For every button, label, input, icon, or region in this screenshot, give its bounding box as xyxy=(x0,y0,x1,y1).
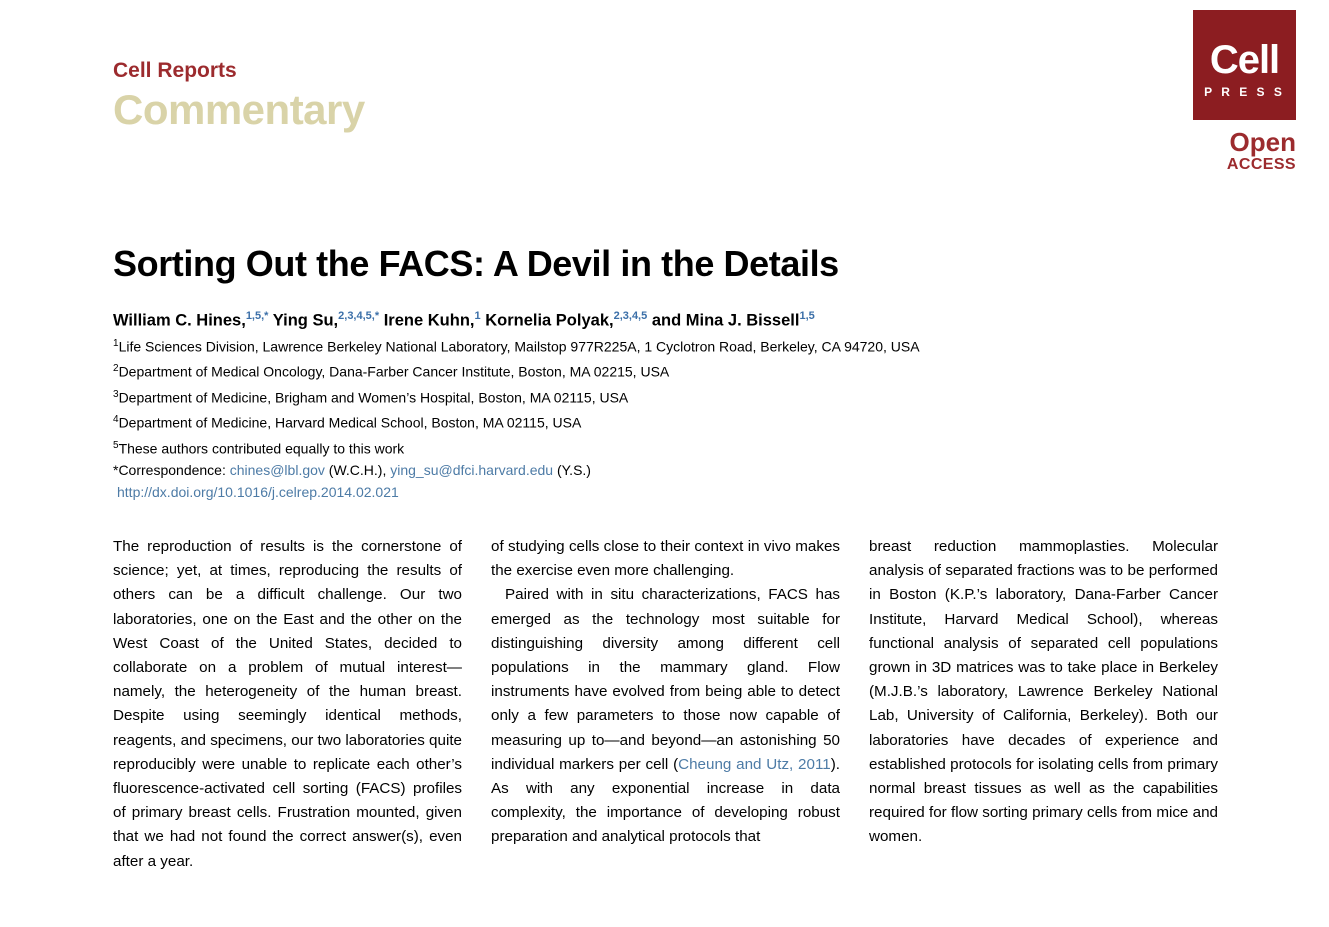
affiliation-text: Department of Medicine, Brigham and Women’s Hospital, Boston, MA 02115, USA xyxy=(118,389,629,406)
article-type: Commentary xyxy=(113,86,365,133)
affiliation xyxy=(113,384,1233,409)
correspondence-email-link[interactable]: chines@lbl.gov xyxy=(229,461,325,478)
paragraph: of studying cells close to their context in vivo makes the exercise even more challenging. xyxy=(491,538,840,580)
affiliation-marker: 3 xyxy=(113,388,119,400)
body-column-1 xyxy=(113,535,462,874)
affiliation-marker: 2 xyxy=(113,363,119,375)
author-name: Kornelia Polyak, xyxy=(485,311,614,330)
author-name: and Mina J. Bissell xyxy=(651,311,800,330)
author-name: Irene Kuhn, xyxy=(383,311,475,330)
author-name: William C. Hines, xyxy=(113,311,246,330)
author-affil-marker: 2,3,4,5,* xyxy=(338,310,380,322)
author-affil-marker: 1 xyxy=(474,310,481,322)
cell-press-logo xyxy=(1193,10,1296,120)
correspondence-email-link[interactable]: ying_su@dfci.harvard.edu xyxy=(390,461,554,478)
body-columns xyxy=(113,535,1218,874)
journal-name: Cell Reports xyxy=(113,59,237,82)
affiliation-text: Department of Medical Oncology, Dana-Farber Cancer Institute, Boston, MA 02215, USA xyxy=(118,363,670,380)
cell-press-logo-block xyxy=(1193,10,1296,174)
author-affil-marker: 2,3,4,5 xyxy=(613,310,648,322)
body-column-2 xyxy=(491,535,840,874)
masthead xyxy=(113,58,365,134)
correspondence-prefix: *Correspondence: xyxy=(113,461,230,478)
affiliation xyxy=(113,333,1233,358)
paragraph: breast reduction mammoplasties. Molecular analysis of separated fractions was to be performed in Boston (K.P.’s laboratory, Dana-Farber Cancer Institute, Harvard Medical School), whereas functional analysis of separated cell populations grown in 3D matrices was to take place in Berkeley (M.J.B.’s laboratory, Lawrence Berkeley National Lab, University of California, Berkeley). Both our laboratories have decades of experience and established protocols for isolating cells from primary normal breast tissues as well as the capabilities required for flow sorting primary cells from mice and women. xyxy=(869,538,1218,846)
paragraph: The reproduction of results is the cornerstone of science; yet, at times, reproducing the results of others can be a difficult challenge. Our two laboratories, one on the East and the other on the West Coast of the United States, decided to collaborate on a problem of mutual interest—namely, the heterogeneity of the human breast. Despite using seemingly identical methods, reagents, and specimens, our two laboratories quite reproducibly were unable to replicate each other’s fluorescence-activated cell sorting (FACS) profiles of primary breast cells. Frustration mounted, given that we had not found the correct answer(s), even after a year. xyxy=(113,538,462,870)
page-title: Sorting Out the FACS: A Devil in the Details xyxy=(113,243,839,285)
affiliation xyxy=(113,435,1233,460)
doi-link[interactable]: http://dx.doi.org/10.1016/j.celrep.2014.02.021 xyxy=(117,483,399,500)
affiliation-text: These authors contributed equally to this work xyxy=(118,440,405,457)
open-access-access-label: ACCESS xyxy=(1226,156,1296,173)
authors-block xyxy=(113,305,1233,503)
cell-press-logo-wordmark: Cell xyxy=(1209,38,1280,82)
affiliation-text: Life Sciences Division, Lawrence Berkeley National Laboratory, Mailstop 977R225A, 1 Cyclotron Road, Berkeley, CA 94720, USA xyxy=(118,338,920,355)
affiliation-marker: 1 xyxy=(113,337,119,349)
affiliation xyxy=(113,409,1233,434)
affiliation-marker: 5 xyxy=(113,440,119,452)
author-affil-marker: 1,5,* xyxy=(245,310,269,322)
paragraph xyxy=(491,583,840,849)
author-name: Ying Su, xyxy=(272,311,339,330)
cell-press-logo-press: P R E S S xyxy=(1204,85,1285,99)
correspondence-mid: (W.C.H.), xyxy=(324,461,391,478)
open-access-open-label: Open xyxy=(1229,127,1296,157)
affiliation xyxy=(113,358,1233,383)
paragraph-text: Paired with in situ characterizations, FACS has emerged as the technology most suitable for distinguishing diversity among different cell populations in the mammary gland. Flow instruments have evolved from being able to detect only a few parameters to those now capable of measuring up to—and beyond—an astonishing 50 individual markers per cell ( xyxy=(491,586,840,773)
affiliation-marker: 4 xyxy=(113,414,119,426)
author-list xyxy=(113,305,1233,332)
body-column-3 xyxy=(869,535,1218,874)
author-affil-marker: 1,5 xyxy=(799,310,815,322)
paragraph-text: ). As with any exponential increase in data complexity, the importance of developing robust preparation and analytical protocols that xyxy=(491,755,840,846)
correspondence-mid: (Y.S.) xyxy=(553,461,591,478)
affiliation-text: Department of Medicine, Harvard Medical School, Boston, MA 02115, USA xyxy=(118,415,582,432)
citation-link[interactable]: Cheung and Utz, 2011 xyxy=(678,755,831,773)
correspondence xyxy=(113,460,1233,481)
